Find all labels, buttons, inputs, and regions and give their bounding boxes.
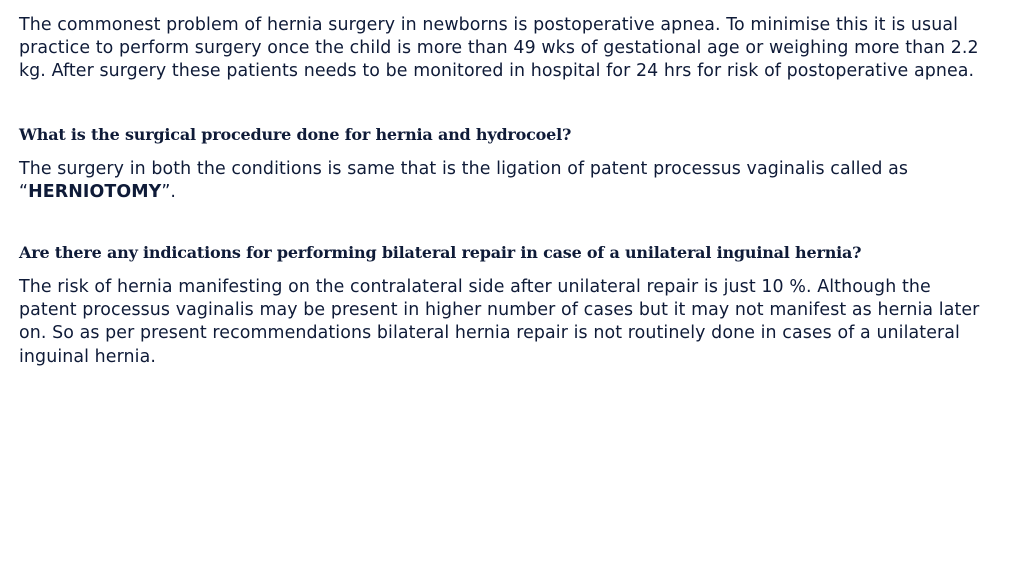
- question-heading-surgical-procedure: What is the surgical procedure done for hernia and hydrocoel?: [19, 124, 572, 144]
- answer-text-suffix: ”.: [161, 181, 177, 202]
- question-heading-bilateral-repair: Are there any indications for performing bilateral repair in case of a unilateral inguinal hernia?: [19, 243, 862, 263]
- answer-paragraph-bilateral-repair: The risk of hernia manifesting on the contralateral side after unilateral repair is just 10 %. Although the patent processus vaginalis may be present in higher number of cases but it may not manifest as hernia later on. So as per present recommendations bilateral hernia repair is not routinely done in cases of a unilateral inguinal hernia.: [19, 277, 980, 367]
- herniotomy-term: HERNIOTOMY: [28, 181, 162, 202]
- intro-paragraph: The commonest problem of hernia surgery in newborns is postoperative apnea. To minimise this it is usual practice to perform surgery once the child is more than 49 wks of gestational age or weighing more than 2.2 kg. After surgery these patients needs to be monitored in hospital for 24 hrs for risk of postoperative apnea.: [19, 15, 979, 82]
- answer-paragraph-herniotomy: [19, 158, 994, 204]
- answer-text-prefix: The surgery in both the conditions is same that is the ligation of patent processus vaginalis called as “: [19, 158, 909, 202]
